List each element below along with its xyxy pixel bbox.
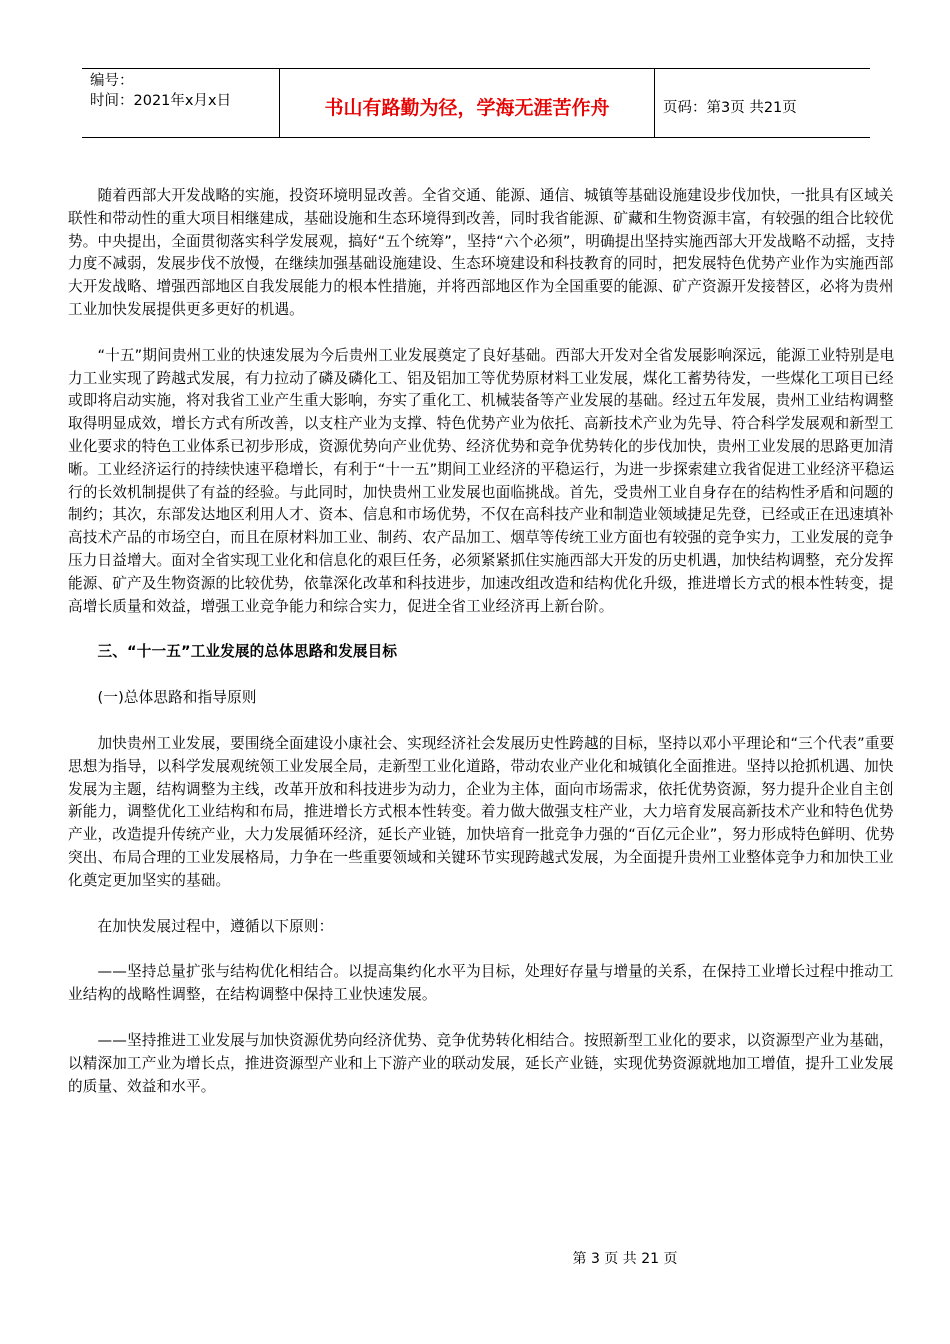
header-time-label: 时间：2021年x月x日 — [90, 93, 232, 109]
page-footer: 第 3 页 共 21 页 — [572, 1251, 678, 1267]
paragraph-spacer — [68, 618, 906, 641]
paragraph-spacer — [68, 938, 906, 961]
principle-1: ——坚持总量扩张与结构优化相结合。以提高集约化水平为目标，处理好存量与增量的关系，在保持工业增长过程中推动工业结构的战略性调整，在结构调整中保持工业快速发展。 — [68, 963, 894, 1004]
paragraph-spacer — [68, 322, 906, 345]
principle-2: ——坚持推进工业发展与加快资源优势向经济优势、竞争优势转化相结合。按照新型工业化的要求，以资源型产业为基础，以精深加工产业为增长点，推进资源型产业和上下游产业的联动发展，延长产业链，实现优势资源就地加工增值，提升工业发展的质量、效益和水平。 — [68, 1031, 894, 1095]
subsection-heading: (一)总体思路和指导原则 — [68, 689, 257, 707]
header-motto: 书山有路勤为径，学海无涯苦作舟 — [280, 69, 655, 137]
paragraph-spacer — [68, 710, 906, 733]
section-heading: 三、“十一五”工业发展的总体思路和发展目标 — [68, 643, 398, 661]
header-meta — [82, 69, 280, 137]
page-header — [82, 68, 870, 138]
header-number-label: 编号： — [90, 73, 134, 89]
paragraph-spacer — [68, 664, 906, 687]
paragraph-1: 随着西部大开发战略的实施，投资环境明显改善。全省交通、能源、通信、城镇等基础设施建设步伐加快，一批具有区域关联性和带动性的重大项目相继建成，基础设施和生态环境得到改善，同时我省能源、矿藏和生物资源丰富，有较强的组合比较优势。中央提出，全面贯彻落实科学发展观，搞好“五个统筹”，坚持“六个必须”，明确提出坚持实施西部大开发战略不动摇，支持力度不减弱，发展步伐不放慢，在继续加强基础设施建设、生态环境建设和科技教育的同时，把发展特色优势产业作为实施西部大开发战略、增强西部地区自我发展能力的根本性措施，并将西部地区作为全国重要的能源、矿产资源开发接替区，必将为贵州工业加快发展提供更多更好的机遇。 — [68, 187, 896, 318]
paragraph-2: “十五”期间贵州工业的快速发展为今后贵州工业发展奠定了良好基础。西部大开发对全省发展影响深远，能源工业特别是电力工业实现了跨越式发展，有力拉动了磷及磷化工、铝及铝加工等优势原材料工业发展，煤化工蓄势待发，一些煤化工项目已经或即将启动实施，将对我省工业产生重大影响，夯实了重化工、机械装备等产业发展的基础。经过五年发展，贵州工业结构调整取得明显成效，增长方式有所改善，以支柱产业为支撑、特色优势产业为依托、高新技术产业为先导、符合科学发展观和新型工业化要求的特色工业体系已初步形成，资源优势向产业优势、经济优势和竞争优势转化的步伐加快，贵州工业发展的思路更加清晰。工业经济运行的持续快速平稳增长，有利于“十一五”期间工业经济的平稳运行，为进一步探索建立我省促进工业经济平稳运行的长效机制提供了有益的经验。与此同时，加快贵州工业发展也面临挑战。首先，受贵州工业自身存在的结构性矛盾和问题的制约；其次，东部发达地区利用人才、资本、信息和市场优势，不仅在高科技产业和制造业领域捷足先登，已经或正在迅速填补高技术产品的市场空白，而且在原材料加工业、制药、农产品加工、烟草等传统工业方面也有较强的竞争实力，工业发展的竞争压力日益增大。面对全省实现工业化和信息化的艰巨任务，必须紧紧抓住实施西部大开发的历史机遇，加快结构调整，充分发挥能源、矿产及生物资源的比较优势，依靠深化改革和科技进步，加速改组改造和结构优化升级，推进增长方式的根本性转变，提高增长质量和效益，增强工业竞争能力和综合实力，促进全省工业经济再上新台阶。 — [68, 346, 895, 615]
paragraph-3: 加快贵州工业发展，要围绕全面建设小康社会、实现经济社会发展历史性跨越的目标，坚持以邓小平理论和“三个代表”重要思想为指导，以科学发展观统领工业发展全局，走新型工业化道路，带动农业产业化和城镇化全面推进。坚持以抢抓机遇、加快发展为主题，结构调整为主线，改革开放和科技进步为动力，企业为主体，面向市场需求，依托优势资源，努力提升企业自主创新能力，调整优化工业结构和布局，推进增长方式根本性转变。着力做大做强支柱产业，大力培育发展高新技术产业和特色优势产业，改造提升传统产业，大力发展循环经济，延长产业链，加快培育一批竞争力强的“百亿元企业”，努力形成特色鲜明、优势突出、布局合理的工业发展格局，力争在一些重要领域和关键环节实现跨越式发展，为全面提升贵州工业整体竞争力和加快工业化奠定更加坚实的基础。 — [68, 734, 895, 889]
paragraph-4: 在加快发展过程中，遵循以下原则： — [68, 917, 334, 935]
header-page-info: 页码：第3页 共21页 — [663, 99, 797, 116]
paragraph-spacer — [68, 1007, 906, 1030]
document-body — [68, 185, 906, 1098]
paragraph-spacer — [68, 893, 906, 916]
